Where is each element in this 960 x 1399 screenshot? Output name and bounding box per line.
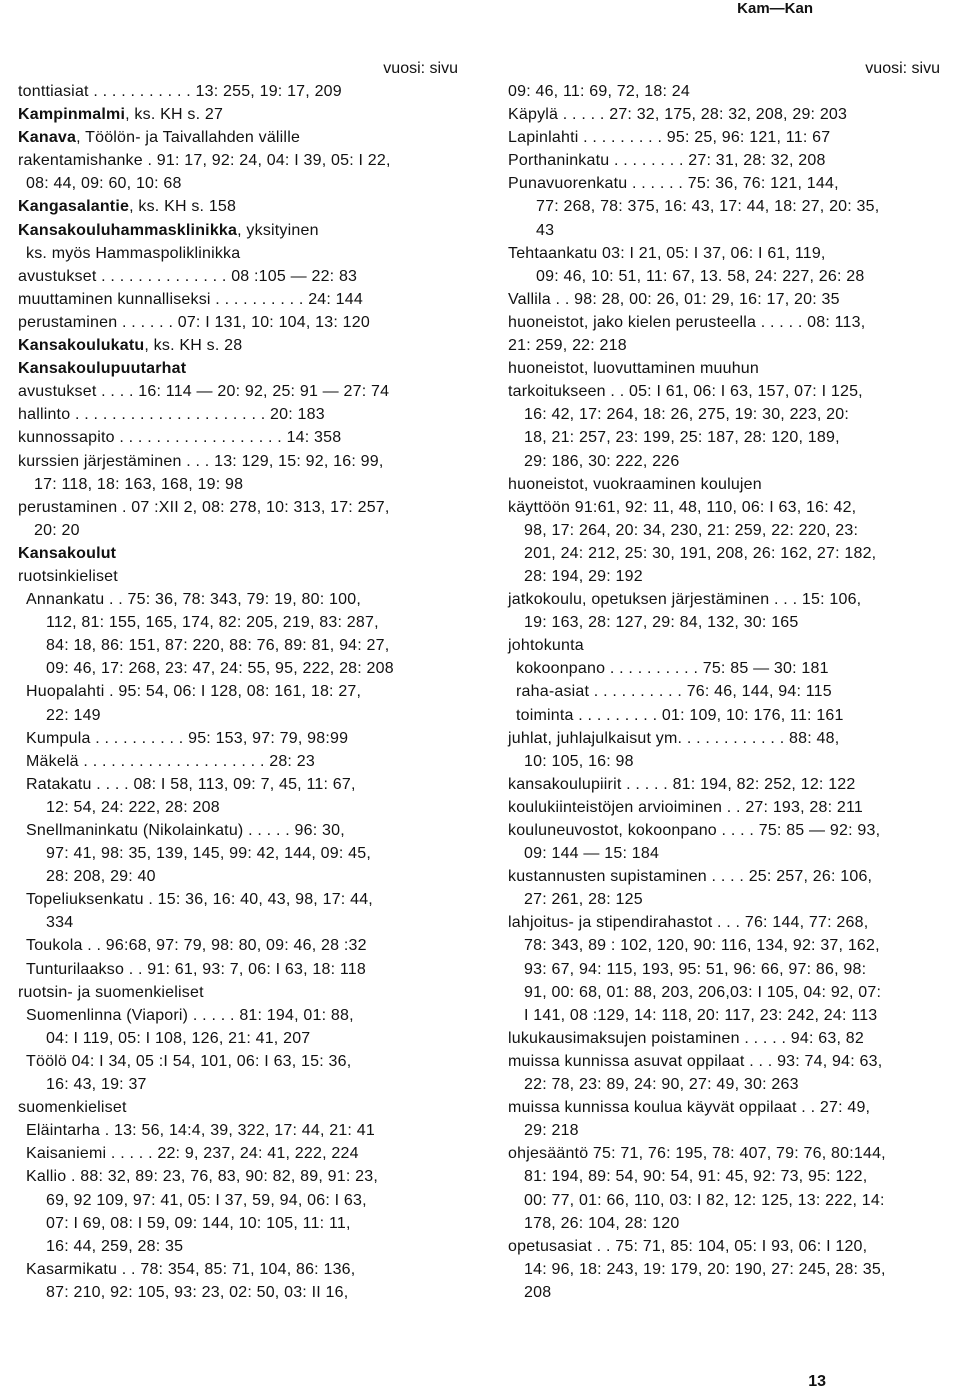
index-line: 16: 43, 19: 37 [46,1076,147,1094]
index-line: 09: 46, 11: 69, 72, 18: 24 [508,83,690,100]
index-line: 29: 186, 30: 222, 226 [524,452,680,470]
index-line: perustaminen . . . . . . 07: I 131, 10: 104, 13: 120 [18,313,370,331]
index-line: 93: 67, 94: 115, 193, 95: 51, 96: 66, 97: 86, 98: [524,960,867,978]
index-line: juhlat, juhlajulkaisut ym. . . . . . . . . . . . 88: 48, [508,729,840,747]
index-line: kunnossapito . . . . . . . . . . . . . . . . . . 14: 358 [18,429,342,447]
headword: Kansakoulupuutarhat [18,360,187,378]
index-line [18,126,458,149]
index-line: Huopalahti . 95: 54, 06: I 128, 08: 161, 18: 27, [26,683,362,701]
index-line: 20: 20 [34,521,80,539]
index-line: Käpylä . . . . . 27: 32, 175, 28: 32, 208, 29: 203 [508,106,848,124]
index-line: tonttiasiat . . . . . . . . . . . 13: 255, 19: 17, 209 [18,83,342,100]
index-line: 28: 194, 29: 192 [524,567,643,585]
index-line: 87: 210, 92: 105, 93: 23, 02: 50, 03: II 16, [46,1283,349,1301]
index-line: 07: I 69, 08: I 59, 09: 144, 10: 105, 11: 11, [46,1214,351,1232]
index-line: 08: 44, 09: 60, 10: 68 [26,175,182,193]
index-line: ruotsinkieliset [18,567,118,585]
index-line: käyttöön 91:61, 92: 11, 48, 110, 06: I 63, 16: 42, [508,498,857,516]
index-line: 16: 42, 17: 264, 18: 26, 275, 19: 30, 223, 20: [524,406,850,424]
entry-text: , ks. KH s. 158 [129,198,237,216]
index-line: I 141, 08 :129, 14: 118, 20: 117, 23: 242, 24: 113 [524,1006,878,1024]
index-line: Topeliuksenkatu . 15: 36, 16: 40, 43, 98, 17: 44, [26,891,373,909]
entry-text: , ks. KH s. 27 [125,106,224,124]
index-line: Kallio . 88: 32, 89: 23, 76, 83, 90: 82, 89, 91: 23, [26,1168,378,1186]
index-line: Eläintarha . 13: 56, 14:4, 39, 322, 17: 44, 21: 41 [26,1122,375,1140]
index-line: hallinto . . . . . . . . . . . . . . . . . . . . . 20: 183 [18,406,325,424]
right-index-entries [508,80,940,1304]
index-line: kurssien järjestäminen . . . 13: 129, 15: 92, 16: 99, [18,452,384,470]
entry-text: , Töölön- ja Taivallahden välille [76,129,301,147]
left-column-heading: vuosi: sivu [383,60,458,77]
index-line: Ratakatu . . . . 08: I 58, 113, 09: 7, 45, 11: 67, [26,775,356,793]
index-line: 09: 46, 10: 51, 11: 67, 13. 58, 24: 227, 26: 28 [536,267,865,285]
headword: Kampinmalmi [18,106,126,124]
index-line: Snellmaninkatu (Nikolainkatu) . . . . . 96: 30, [26,822,345,839]
index-line: 22: 149 [46,706,101,724]
index-line: 12: 54, 24: 222, 28: 208 [46,798,220,816]
index-line: rakentamishanke . 91: 17, 92: 24, 04: I 39, 05: I 22, [18,152,391,170]
index-line [18,334,458,357]
index-line: huoneistot, vuokraaminen koulujen [508,475,762,493]
index-line: Mäkelä . . . . . . . . . . . . . . . . . . . . 28: 23 [26,752,315,770]
index-line: kokoonpano . . . . . . . . . . 75: 85 — 30: 181 [516,660,829,678]
index-line: ks. myös Hammaspoliklinikka [26,244,241,262]
index-line: Kasarmikatu . . 78: 354, 85: 71, 104, 86: 136, [26,1260,356,1278]
index-line: 78: 343, 89 : 102, 120, 90: 116, 134, 92: 37, 162, [524,937,880,955]
index-line: tarkoitukseen . . 05: I 61, 06: I 63, 157, 07: I 125, [508,383,863,401]
index-line: 21: 259, 22: 218 [508,337,627,355]
index-line: jatkokoulu, opetuksen järjestäminen . . . 15: 106, [508,591,862,609]
index-line: 77: 268, 78: 375, 16: 43, 17: 44, 18: 27, 20: 35, [536,198,880,216]
index-line: 00: 77, 01: 66, 110, 03: I 82, 12: 125, 13: 222, 14: [524,1191,885,1209]
index-line: suomenkieliset [18,1099,127,1117]
entry-text: , yksityinen [237,221,319,239]
index-line: Toukola . . 96:68, 97: 79, 98: 80, 09: 46, 28 :32 [26,937,367,955]
index-line: 81: 194, 89: 54, 90: 54, 91: 45, 92: 73, 95: 122, [524,1168,868,1186]
right-column [508,58,940,1304]
headword: Kansakoulut [18,544,117,562]
index-line: 14: 96, 18: 243, 19: 179, 20: 190, 27: 245, 28: 35, [524,1260,886,1278]
index-line [18,542,458,565]
left-column [18,58,458,1304]
index-line [18,103,458,126]
index-line: 16: 44, 259, 28: 35 [46,1237,184,1255]
index-line: 29: 218 [524,1122,579,1140]
index-line: 22: 78, 23: 89, 24: 90, 27: 49, 30: 263 [524,1076,799,1094]
index-line: 18, 21: 257, 23: 199, 25: 187, 28: 120, 189, [524,429,840,447]
index-line: huoneistot, luovuttaminen muuhun [508,360,760,378]
headword: Kangasalantie [18,198,130,216]
index-line: avustukset . . . . 16: 114 — 20: 92, 25: 91 — 27: 74 [18,383,390,401]
index-line: Tunturilaakso . . 91: 61, 93: 7, 06: I 63, 18: 118 [26,960,366,978]
index-line: kansakoulupiirit . . . . . 81: 194, 82: 252, 12: 122 [508,775,856,793]
index-line: koulukiinteistöjen arvioiminen . . 27: 193, 28: 211 [508,798,864,816]
index-line: Suomenlinna (Viapori) . . . . . 81: 194, 01: 88, [26,1006,354,1024]
headword: Kansakouluhammasklinikka [18,221,238,239]
index-line: toiminta . . . . . . . . . 01: 109, 10: 176, 11: 161 [516,706,844,724]
index-line: Töölö 04: I 34, 05 :I 54, 101, 06: I 63, 15: 36, [26,1052,352,1070]
index-line: kustannusten supistaminen . . . . 25: 257, 26: 106, [508,868,873,886]
index-line: 84: 18, 86: 151, 87: 220, 88: 76, 89: 81, 94: 27, [46,637,390,655]
index-line: Annankatu . . 75: 36, 78: 343, 79: 19, 80: 100, [26,591,361,609]
index-line: opetusasiat . . 75: 71, 85: 104, 05: I 93, 06: I 120, [508,1237,868,1255]
index-line: lukukausimaksujen poistaminen . . . . . 94: 63, 82 [508,1029,864,1047]
index-line: 04: I 119, 05: I 108, 126, 21: 41, 207 [46,1029,311,1047]
index-line: 69, 92 109, 97: 41, 05: I 37, 59, 94, 06: I 63, [46,1191,367,1209]
headword: Kansakoulukatu [18,337,145,355]
index-line: 43 [536,221,555,239]
index-line: 17: 118, 18: 163, 168, 19: 98 [34,475,244,493]
index-line: lahjoitus- ja stipendirahastot . . . 76: 144, 77: 268, [508,914,869,932]
index-line: Kumpula . . . . . . . . . . 95: 153, 97: 79, 98:99 [26,729,349,747]
index-line: 91, 00: 68, 01: 88, 203, 206,03: I 105, 04: 92, 07: [524,983,882,1001]
right-column-heading: vuosi: sivu [865,60,940,77]
index-line: 10: 105, 16: 98 [524,752,634,770]
running-header: Kam—Kan [737,0,813,17]
index-line: huoneistot, jako kielen perusteella . . . . . 08: 113, [508,313,866,331]
index-line: 19: 163, 28: 127, 29: 84, 132, 30: 165 [524,614,799,632]
index-line: 27: 261, 28: 125 [524,891,643,909]
index-line: 09: 46, 17: 268, 23: 47, 24: 55, 95, 222, 28: 208 [46,660,394,678]
index-line: 178, 26: 104, 28: 120 [524,1214,680,1232]
index-line: 98, 17: 264, 20: 34, 230, 21: 259, 22: 220, 23: [524,521,859,539]
index-line: Punavuorenkatu . . . . . . 75: 36, 76: 121, 144, [508,175,839,193]
index-line: 208 [524,1283,552,1301]
index-line: Kaisaniemi . . . . . 22: 9, 237, 24: 41, 222, 224 [26,1145,359,1163]
index-line: 97: 41, 98: 35, 139, 145, 99: 42, 144, 09: 45, [46,845,372,863]
index-line: 112, 81: 155, 165, 174, 82: 205, 219, 83: 287, [46,614,379,632]
index-line: johtokunta [508,637,584,655]
index-line [18,219,458,242]
index-line: muissa kunnissa koulua käyvät oppilaat . . 27: 49, [508,1099,871,1117]
index-line: 334 [46,914,74,932]
index-line: perustaminen . 07 :XII 2, 08: 278, 10: 313, 17: 257, [18,498,390,516]
index-line: kouluneuvostot, kokoonpano . . . . 75: 85 — 92: 93, [508,822,881,839]
index-line: ohjesääntö 75: 71, 76: 195, 78: 407, 79: 76, 80:144, [508,1145,886,1163]
index-line: muuttaminen kunnalliseksi . . . . . . . . . . 24: 144 [18,290,363,308]
index-line: 09: 144 — 15: 184 [524,845,660,863]
index-line: 28: 208, 29: 40 [46,868,156,886]
index-line: avustukset . . . . . . . . . . . . . . 08 :105 — 22: 83 [18,267,358,285]
index-line: raha-asiat . . . . . . . . . . 76: 46, 144, 94: 115 [516,683,832,701]
index-line [18,195,458,218]
index-line: Vallila . . 98: 28, 00: 26, 01: 29, 16: 17, 20: 35 [508,290,840,308]
index-line: ruotsin- ja suomenkieliset [18,983,204,1001]
entry-text: , ks. KH s. 28 [144,337,243,355]
page-number: 13 [808,1373,826,1390]
headword: Kanava [18,129,77,147]
index-line [18,357,458,380]
index-line: Porthaninkatu . . . . . . . . 27: 31, 28: 32, 208 [508,152,826,170]
index-line: 201, 24: 212, 25: 30, 191, 208, 26: 162, 27: 182, [524,544,877,562]
index-line: Lapinlahti . . . . . . . . . 95: 25, 96: 121, 11: 67 [508,129,831,147]
left-index-entries [18,80,458,1304]
index-line: muissa kunnissa asuvat oppilaat . . . 93: 74, 94: 63, [508,1052,883,1070]
index-line: Tehtaankatu 03: I 21, 05: I 37, 06: I 61, 119, [508,244,826,262]
